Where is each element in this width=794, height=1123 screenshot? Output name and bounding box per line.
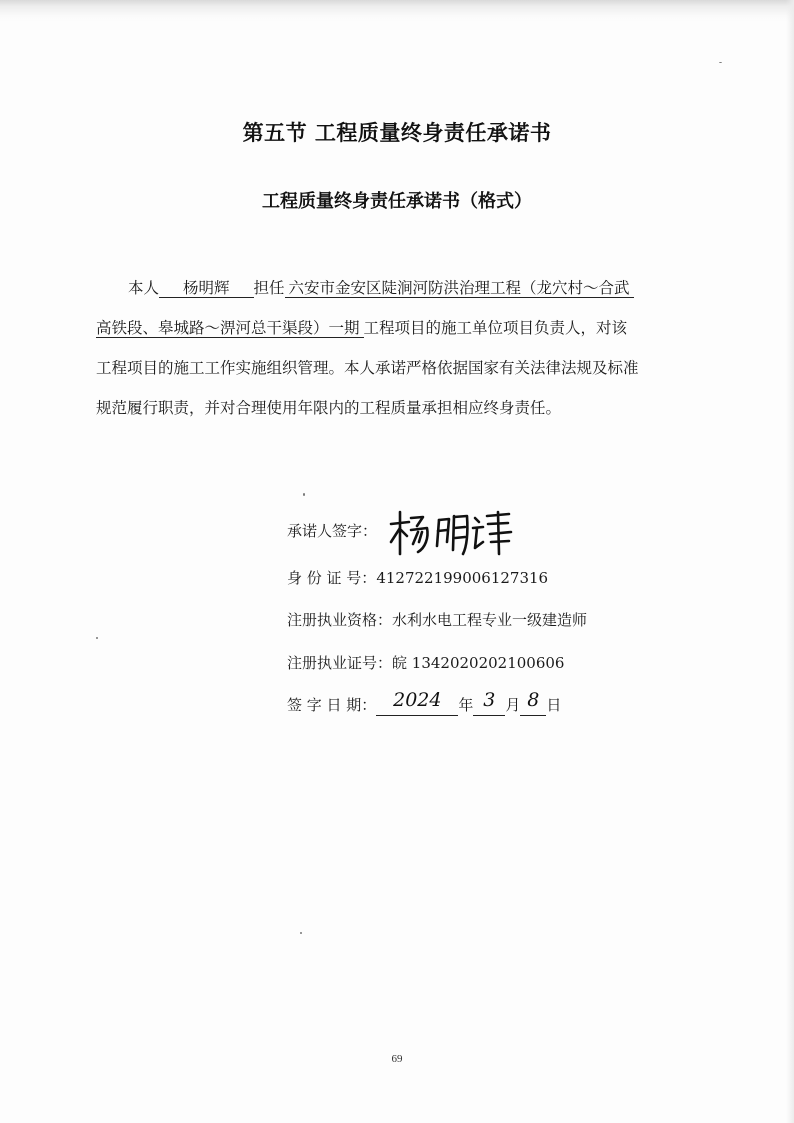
month-unit: 月: [505, 696, 521, 714]
body-line-3: 工程项目的施工工作实施组织管理。本人承诺严格依据国家有关法律法规及标准: [96, 359, 639, 377]
signature-label: 承诺人签字：: [287, 522, 378, 540]
certificate-row: [287, 652, 564, 673]
year-unit: 年: [458, 696, 474, 714]
sign-month-field: [473, 689, 505, 716]
scan-speck: [300, 932, 302, 934]
project-name-part-1: 六安市金安区陡涧河防洪治理工程（龙穴村～合武: [285, 279, 634, 298]
qualification-label: 注册执业资格：: [287, 611, 393, 629]
sign-year-field: [376, 689, 458, 716]
certificate-label: 注册执业证号：: [287, 654, 393, 672]
document-title: 工程质量终身责任承诺书（格式）: [262, 191, 532, 212]
id-number-label: 身 份 证 号：: [287, 569, 377, 587]
page-number: 69: [391, 1053, 403, 1065]
project-name-part-2: 高铁段、皋城路～淠河总干渠段）一期: [96, 319, 364, 338]
responsible-person-name: 杨明辉: [159, 279, 254, 298]
signature-row: [287, 520, 377, 541]
body-prefix: 本人: [128, 279, 160, 297]
body-role-word: 担任: [253, 279, 285, 297]
certificate-value: 皖 1342020202100606: [392, 654, 565, 672]
scan-speck: [719, 62, 722, 63]
sign-day-handwritten: 8: [527, 689, 540, 711]
body-line-2-tail: 工程项目的施工单位项目负责人，对该: [363, 319, 628, 337]
scan-right-edge: [786, 0, 794, 1123]
scan-top-edge: [0, 0, 794, 22]
sign-day-field: [520, 689, 546, 716]
body-line-4: 规范履行职责，并对合理使用年限内的工程质量承担相应终身责任。: [96, 399, 562, 417]
sign-month-handwritten: 3: [483, 689, 496, 711]
body-line-2: [96, 308, 656, 348]
commitment-body: [96, 268, 656, 428]
section-title: 第五节 工程质量终身责任承诺书: [242, 121, 552, 145]
qualification-value: 水利水电工程专业一级建造师: [392, 611, 588, 629]
id-number-value: 412722199006127316: [376, 569, 549, 587]
handwritten-signature: [387, 508, 517, 558]
scan-speck: [96, 637, 98, 639]
scan-speck: [303, 493, 305, 496]
qualification-row: [287, 609, 587, 630]
sign-year-handwritten: 2024: [393, 689, 442, 711]
sign-date-row: [287, 689, 562, 716]
body-line-1: [96, 268, 656, 308]
day-unit: 日: [546, 696, 562, 714]
sign-date-label: 签 字 日 期：: [287, 696, 377, 714]
id-number-row: [287, 567, 548, 588]
